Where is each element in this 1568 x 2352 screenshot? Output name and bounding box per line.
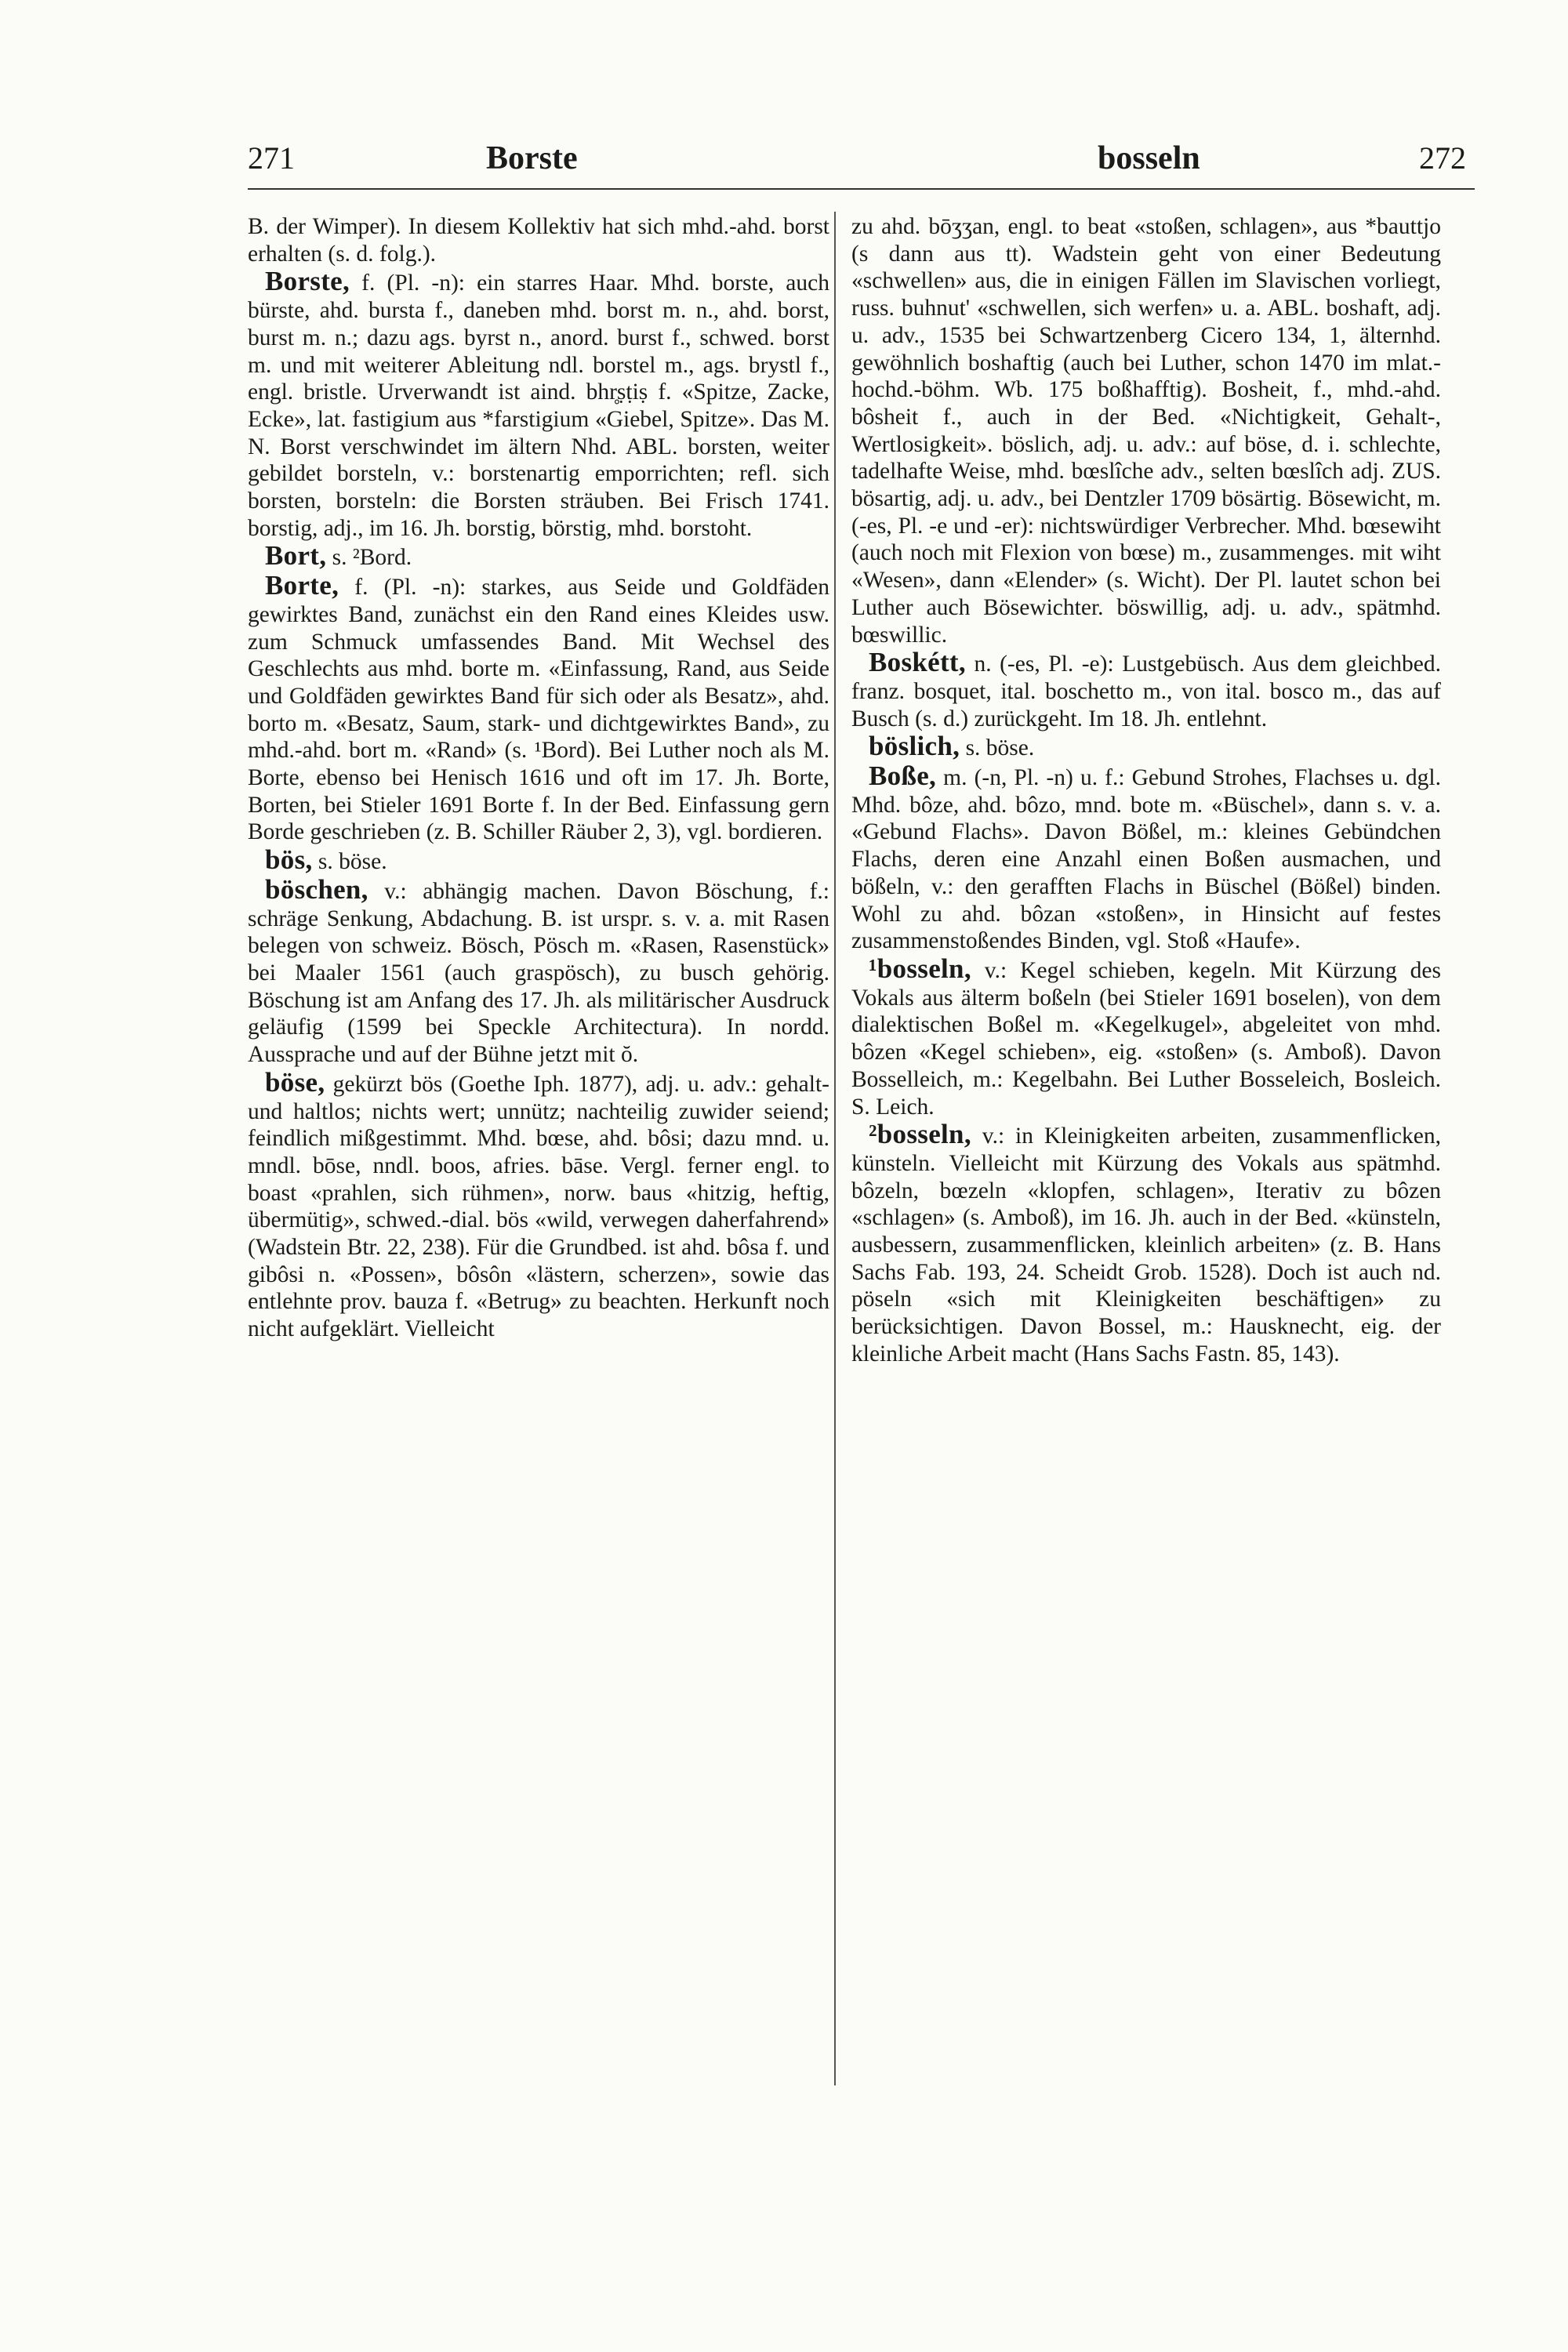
entry-headword: ²bosseln, — [869, 1119, 971, 1150]
entry-text: n. (-es, Pl. -e): Lustgebüsch. Aus dem gleichbed. franz. bosquet, ital. boschetto m., von ital. bosco m., das auf Busch (s. d.) zurückgeht. Im 18. Jh. entlehnt. — [851, 652, 1441, 731]
entry-text: B. der Wimper). In diesem Kollektiv hat sich mhd.-ahd. borst erhalten (s. d. folg.). — [248, 214, 829, 267]
entry-headword: bös, — [265, 844, 313, 876]
entry-text: v.: abhängig machen. Davon Böschung, f.: schräge Senkung, Abdachung. B. ist urspr. s. v. a. mit Rasen belegen von schweiz. Bösch, Pösch m. «Rasen, Rasenstück» bei Maaler 1561 (auch graspösch), zu busch gehörig. Böschung ist am Anfang des 17. Jh. als militärischer Ausdruck geläufig (1599 bei Speckle Architectura). In nordd. Aussprache und auf der Bühne jetzt mit ŏ. — [248, 878, 829, 1068]
continued-entry — [248, 213, 829, 267]
entry-text: gekürzt bös (Goethe Iph. 1877), adj. u. adv.: gehalt- und haltlos; nichts wert; unnütz; nachteilig zuwider seiend; feindlich mißgestimmt. Mhd. bœse, ahd. bôsi; dazu mnd. u. mndl. bōse, nndl. boos, afries. bāse. Vergl. ferner engl. to boast «prahlen, sich rühmen», norw. baus «hitzig, heftig, übermütig», schwed.-dial. bös «wild, verwegen daherfahrend» (Wadstein Btr. 22, 238). Für die Grundbed. ist ahd. bôsa f. und gibôsi n. «Possen», bôsôn «lästern, scherzen», sowie das entlehnte prov. bauza f. «Betrug» zu beachten. Herkunft noch nicht aufgeklärt. Vielleicht — [248, 1071, 829, 1342]
page-number-right: 272 — [1419, 140, 1466, 176]
column-divider — [834, 212, 836, 2085]
entry-text: v.: in Kleinigkeiten arbeiten, zusammenflicken, künsteln. Vielleicht mit Kürzung des Vokals aus spätmhd. bôzeln, bœzeln «klopfen, schlagen», Iterativ zu bôzen «schlagen» (s. Amboß), im 16. Jh. auch in der Bed. «künsteln, ausbessern, zusammenflicken, kleinlich arbeiten» (z. B. Hans Sachs Fab. 193, 24. Scheidt Grob. 1528). Doch ist auch nd. pöseln «sich mit Kleinigkeiten beschäftigen» zu berücksichtigen. Davon Bossel, m.: Hausknecht, eig. der kleinliche Arbeit macht (Hans Sachs Fastn. 85, 143). — [851, 1123, 1441, 1367]
dictionary-entry — [248, 572, 829, 846]
entry-text: zu ahd. bōʒʒan, engl. to beat «stoßen, schlagen», aus *bauttjo (s dann aus tt). Wadstein geht von einer Bedeutung «schwellen» aus, die in einigen Fällen im Slavischen vorliegt, russ. buhnut' «schwellen, sich werfen» u. a. ABL. boshaft, adj. u. adv., 1535 bei Schwartzenberg Cicero 134, 1, älternhd. gewöhnlich boshaftig (auch bei Luther, schon 1470 im mlat.-hochd.-böhm. Wb. 175 boßhafftig). Bosheit, f., mhd.-ahd. bôsheit f., auch in der Bed. «Nichtigkeit, Gehalt-, Wertlosigkeit». böslich, adj. u. adv.: auf böse, d. i. schlechte, tadelhafte Weise, mhd. bœslîche adv., selten bœslîch adj. ZUS. bösartig, adj. u. adv., bei Dentzler 1709 bösärtig. Bösewicht, m. (-es, Pl. -e und -er): nichtswürdiger Verbrecher. Mhd. bœsewiht (auch noch mit Flexion von bœse) m., zusammenges. mit wiht «Wesen», dann «Elender» (s. Wicht). Der Pl. lautet schon bei Luther auch Bösewichter. böswillig, adj. u. adv., spätmhd. bœswillic. — [851, 214, 1441, 648]
entry-headword: Bort, — [265, 540, 327, 572]
entry-text: v.: Kegel schieben, kegeln. Mit Kürzung des Vokals aus älterm boßeln (bei Stieler 1691 boselen), von dem dialektischen Boßel m. «Kegelkugel», abgeleitet von mhd. bôzen «Kegel schieben», eig. «stoßen» (s. Amboß). Davon Bosselleich, m.: Kegelbahn. Bei Luther Bosseleich, Bosleich. S. Leich. — [851, 957, 1441, 1120]
running-head-right: bosseln — [1098, 140, 1200, 176]
left-column — [248, 213, 829, 1344]
right-column — [851, 213, 1441, 1369]
entry-text: s. böse. — [960, 735, 1035, 761]
entry-text: s. böse. — [312, 849, 387, 875]
dictionary-entry — [851, 733, 1441, 762]
entry-headword: böslich, — [869, 731, 960, 762]
dictionary-entry — [851, 760, 1441, 955]
entry-headword: Borte, — [265, 570, 339, 601]
running-head-left: Borste — [486, 140, 578, 176]
entry-headword: Boskétt, — [869, 647, 966, 678]
header-rule — [248, 188, 1475, 190]
entry-text: f. (Pl. -n): starkes, aus Seide und Goldfäden gewirktes Band, zunächst ein den Rand eines Kleides usw. zum Schmuck umfassendes Band. Mit Wechsel des Geschlechts aus mhd. borte m. «Einfassung, Rand, aus Seide und Goldfäden gewirktes Band für sich oder als Besatz», ahd. borto m. «Besatz, Saum, stark- und dichtgewirktes Band», zu mhd.-ahd. bort m. «Rand» (s. ¹Bord). Bei Luther noch als M. Borte, ebenso bei Henisch 1616 und oft im 17. Jh. Borte, Borten, bei Stieler 1691 Borte f. In der Bed. Einfassung gern Borde geschrieben (z. B. Schiller Räuber 2, 3), vgl. bordieren. — [248, 575, 829, 845]
dictionary-entry — [851, 1121, 1441, 1367]
dictionary-entry — [248, 268, 829, 542]
continued-entry — [851, 213, 1441, 648]
dictionary-entry — [248, 873, 829, 1069]
entry-text: m. (-n, Pl. -n) u. f.: Gebund Strohes, Flachses u. dgl. Mhd. bôze, ahd. bôzo, mnd. bote m. «Büschel», dann s. v. a. «Gebund Flachs». Davon Bößel, m.: kleines Gebündchen Flachs, deren eine Anzahl einen Boßen ausmachen, und bößeln, v.: den gerafften Flachs in Büschel (Bößel) binden. Wohl zu ahd. bôzan «stoßen», in Hinsicht auf festes zusammenstoßendes Binden, vgl. Stoß «Haufe». — [851, 765, 1441, 954]
dictionary-entry — [248, 844, 829, 876]
entry-headword: Boße, — [869, 760, 937, 792]
entry-text: s. ²Bord. — [326, 545, 412, 571]
entry-headword: böse, — [265, 1066, 325, 1098]
entry-headword: böschen, — [265, 873, 368, 905]
entry-headword: Borste, — [265, 266, 350, 297]
page-number-left: 271 — [248, 140, 295, 176]
dictionary-entry — [851, 953, 1441, 1120]
dictionary-entry — [851, 649, 1441, 732]
entry-text: f. (Pl. -n): ein starres Haar. Mhd. borste, auch bürste, ahd. bursta f., daneben mhd. borst m. n., ahd. borst, burst m. n.; dazu ags. byrst n., anord. burst f., schwed. borst m. und mit weiterer Ableitung ndl. borstel m., ags. brystl f., engl. bristle. Urverwandt ist aind. bhr̥ṣṭiṣ f. «Spitze, Zacke, Ecke», lat. fastigium aus *farstigium «Giebel, Spitze». Das M. N. Borst verschwindet im ältern Nhd. ABL. borsten, weiter gebildet borsteln, v.: borstenartig emporrichten; refl. sich borsten, borsteln: die Borsten sträuben. Bei Frisch 1741. borstig, adj., im 16. Jh. borstig, börstig, mhd. borstoht. — [248, 270, 829, 541]
entry-headword: ¹bosseln, — [869, 953, 971, 984]
dictionary-entry — [248, 540, 829, 572]
dictionary-entry — [248, 1066, 829, 1343]
